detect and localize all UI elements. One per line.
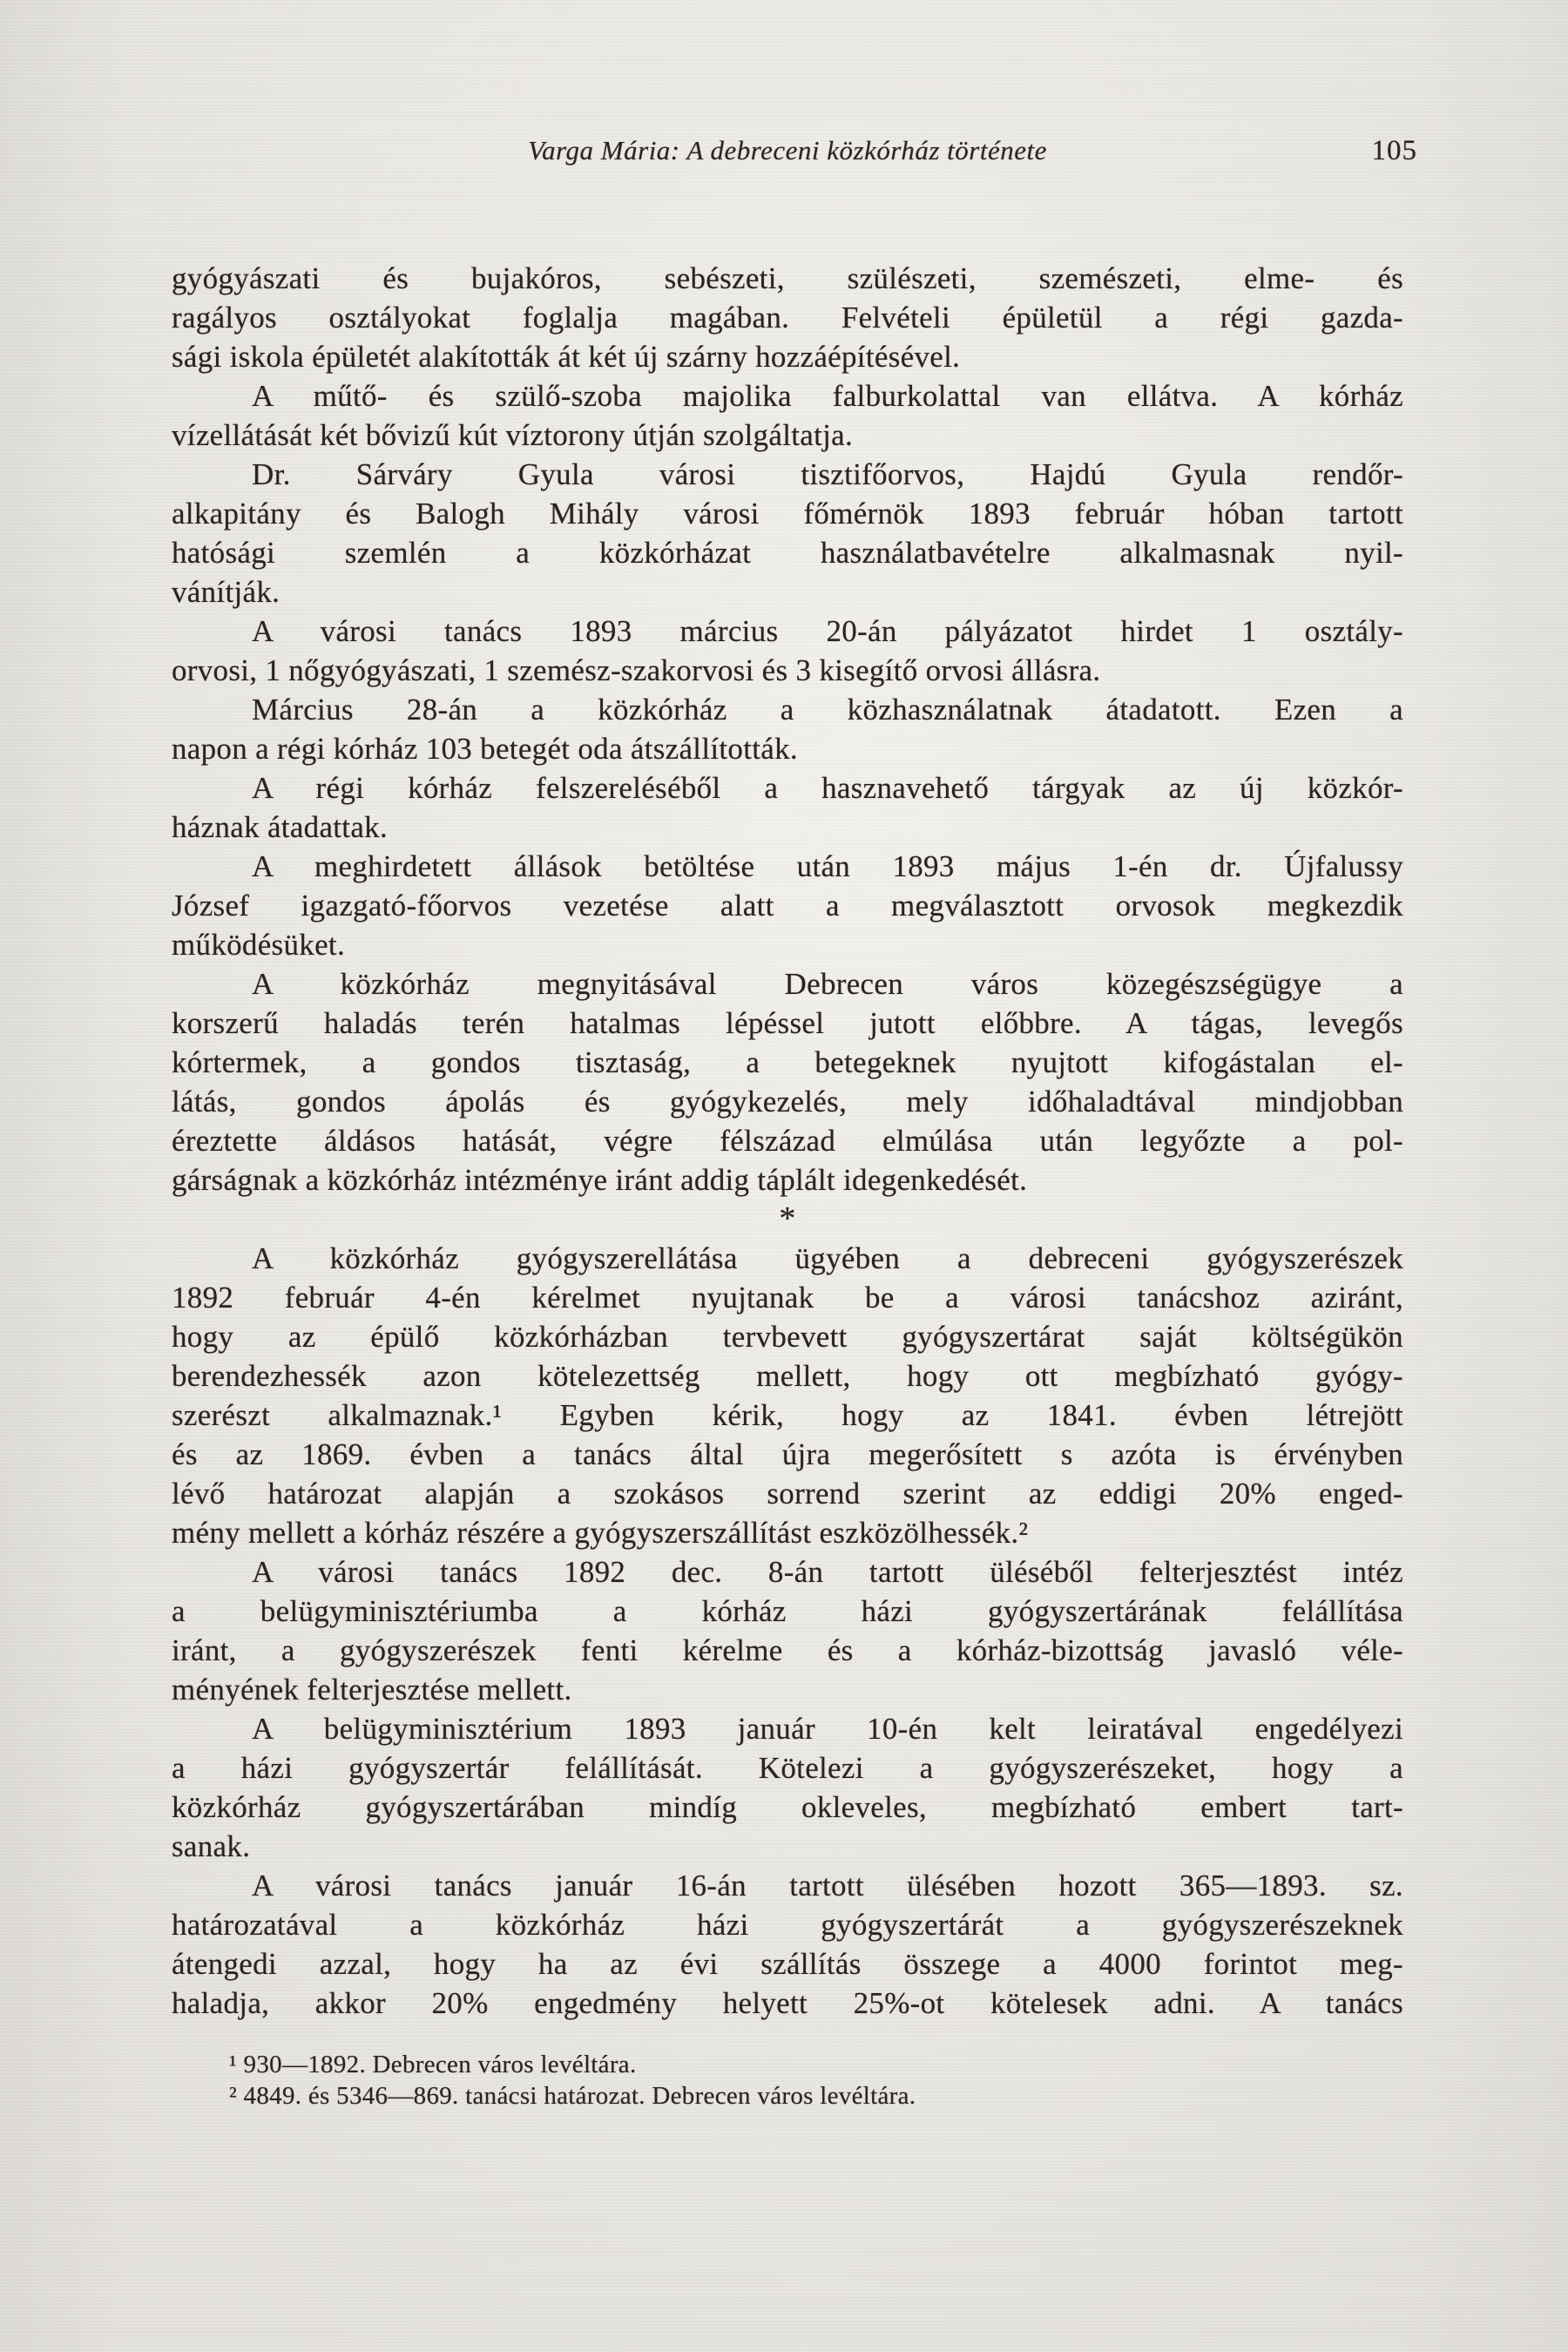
text-line: átengedi azzal, hogy ha az évi szállítás összege a 4000 forintot meg- — [172, 1947, 1403, 1981]
section-separator: * — [779, 1200, 796, 1237]
text-line: Dr. Sárváry Gyula városi tisztifőorvos, Hajdú Gyula rendőr- — [252, 457, 1403, 491]
text-line: haladja, akkor 20% engedmény helyett 25%-ot kötelesek adni. A tanács — [172, 1986, 1403, 2020]
text-line: A meghirdetett állások betöltése után 1893 május 1-én dr. Újfalussy — [252, 849, 1403, 883]
text-line: ményének felterjesztése mellett. — [172, 1673, 572, 1707]
text-line: A városi tanács 1893 március 20-án pályázatot hirdet 1 osztály- — [252, 614, 1403, 648]
text-line: hatósági szemlén a közkórházat használatbavételre alkalmasnak nyil- — [172, 536, 1403, 570]
page-header — [172, 131, 1417, 171]
text-line: vánítják. — [172, 575, 280, 609]
text-line: A közkórház gyógyszerellátása ügyében a debreceni gyógyszerészek — [252, 1241, 1403, 1275]
text-line: hogy az épülő közkórházban tervbevett gyógyszertárat saját költségükön — [172, 1320, 1403, 1354]
text-line: A közkórház megnyitásával Debrecen város közegészségügye a — [252, 967, 1403, 1001]
page-number: 105 — [1371, 135, 1417, 166]
body-text — [172, 259, 1403, 2023]
text-line: vízellátását két bővizű kút víztorony útján szolgáltatja. — [172, 418, 854, 452]
text-line: alkapitány és Balogh Mihály városi főmérnök 1893 február hóban tartott — [172, 497, 1403, 531]
text-line: sági iskola épületét alakították át két új szárny hozzáépítésével. — [172, 340, 961, 374]
text-line: A belügyminisztérium 1893 január 10-én kelt leiratával engedélyezi — [252, 1712, 1403, 1746]
text-line: korszerű haladás terén hatalmas lépéssel jutott előbbre. A tágas, levegős — [172, 1006, 1403, 1040]
text-line: szerészt alkalmaznak.¹ Egyben kérik, hogy az 1841. évben létrejött — [172, 1398, 1403, 1432]
text-line: gárságnak a közkórház intézménye iránt addig táplált idegenkedését. — [172, 1163, 1028, 1197]
text-line: éreztette áldásos hatását, végre félszázad elmúlása után legyőzte a pol- — [172, 1124, 1403, 1158]
text-line: A régi kórház felszereléséből a hasznavehető tárgyak az új közkór- — [252, 771, 1403, 805]
footnote-line: ¹ 930—1892. Debrecen város levéltára. — [229, 2051, 637, 2078]
text-line: látás, gondos ápolás és gyógykezelés, mely időhaladtával mindjobban — [172, 1085, 1403, 1119]
text-line: lévő határozat alapján a szokásos sorrend szerint az eddigi 20% enged- — [172, 1477, 1403, 1511]
text-line: napon a régi kórház 103 betegét oda átszállították. — [172, 732, 798, 766]
text-line: és az 1869. évben a tanács által újra megerősített s azóta is érvényben — [172, 1437, 1403, 1471]
text-line: mény mellett a kórház részére a gyógyszerszállítást eszközölhessék.² — [172, 1516, 1029, 1550]
text-line: határozatával a közkórház házi gyógyszertárát a gyógyszerészeknek — [172, 1908, 1403, 1942]
text-line: József igazgató-főorvos vezetése alatt a megválasztott orvosok megkezdik — [172, 889, 1403, 923]
text-line: háznak átadattak. — [172, 810, 389, 844]
text-line: A műtő- és szülő-szoba majolika falburkolattal van ellátva. A kórház — [252, 379, 1403, 413]
text-line: orvosi, 1 nőgyógyászati, 1 szemész-szakorvosi és 3 kisegítő orvosi állásra. — [172, 653, 1101, 687]
footnote-line: ² 4849. és 5346—869. tanácsi határozat. Debrecen város levéltára. — [229, 2082, 916, 2110]
text-line: kórtermek, a gondos tisztaság, a betegeknek nyujtott kifogástalan el- — [172, 1045, 1403, 1079]
text-line: sanak. — [172, 1829, 251, 1863]
text-line: iránt, a gyógyszerészek fenti kérelme és a kórház-bizottság javasló véle- — [172, 1633, 1403, 1667]
text-line: 1892 február 4-én kérelmet nyujtanak be a városi tanácshoz aziránt, — [172, 1281, 1403, 1315]
text-line: A városi tanács január 16-án tartott ülésében hozott 365—1893. sz. — [252, 1869, 1403, 1903]
text-line: berendezhessék azon kötelezettség mellett, hogy ott megbízható gyógy- — [172, 1359, 1403, 1393]
text-line: gyógyászati és bujakóros, sebészeti, szülészeti, szemészeti, elme- és — [172, 261, 1403, 295]
text-line: a belügyminisztériumba a kórház házi gyógyszertárának felállítása — [172, 1594, 1403, 1628]
text-line: Március 28-án a közkórház a közhasználatnak átadatott. Ezen a — [252, 693, 1403, 727]
text-line: működésüket. — [172, 928, 345, 962]
text-line: közkórház gyógyszertárában mindíg okleveles, megbízható embert tart- — [172, 1790, 1403, 1824]
footnotes — [172, 2049, 1403, 2112]
text-line: ragályos osztályokat foglalja magában. Felvételi épületül a régi gazda- — [172, 301, 1403, 335]
text-line: A városi tanács 1892 dec. 8-án tartott üléséből felterjesztést intéz — [252, 1555, 1403, 1589]
running-title: Varga Mária: A debreceni közkórház története — [528, 135, 1047, 166]
text-line: a házi gyógyszertár felállítását. Kötelezi a gyógyszerészeket, hogy a — [172, 1751, 1403, 1785]
